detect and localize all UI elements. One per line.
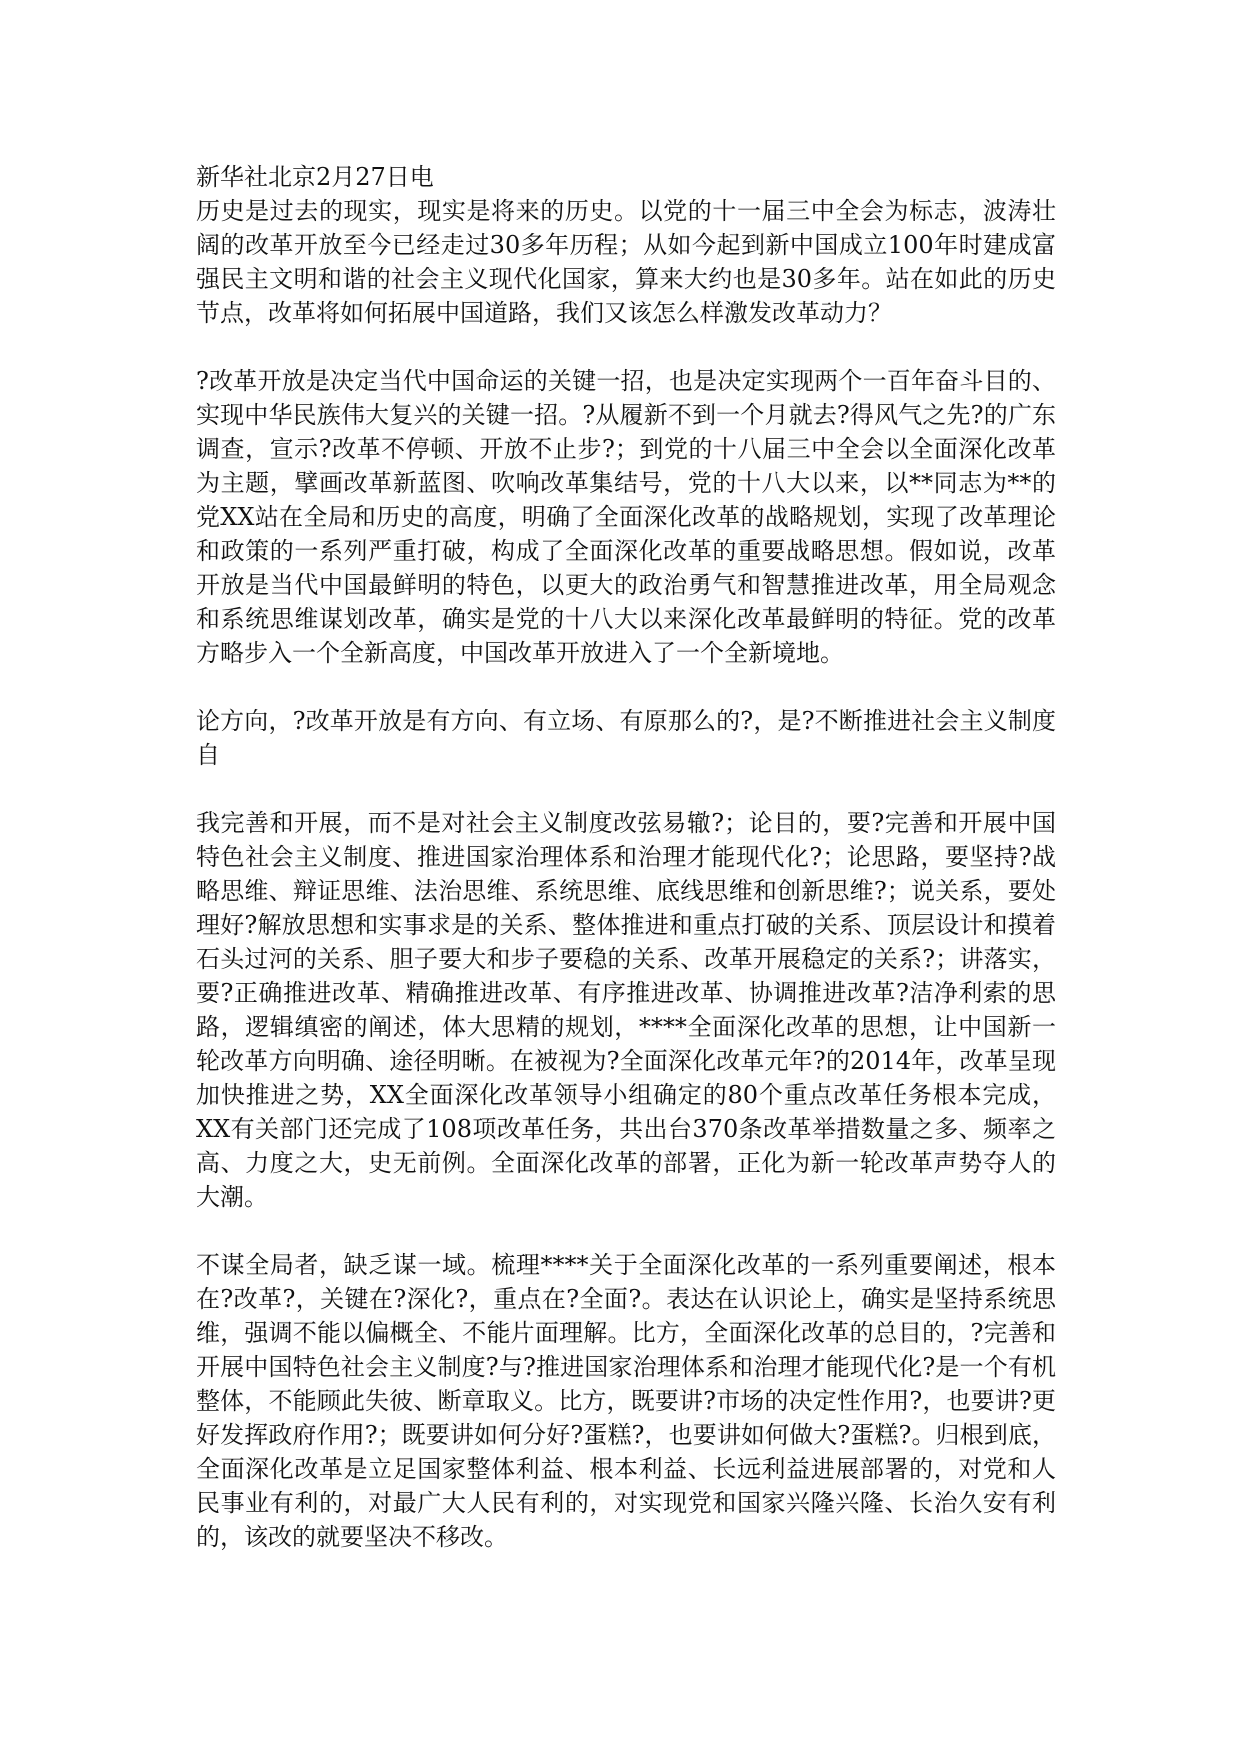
dateline: 新华社北京2月27日电 bbox=[196, 163, 434, 191]
paragraph-direction: 论方向，?改革开放是有方向、有立场、有原那么的?，是?不断推进社会主义制度自 bbox=[196, 707, 1056, 769]
paragraph-history: 历史是过去的现实，现实是将来的历史。以党的十一届三中全会为标志，波涛壮阔的改革开放至今已经走过30多年历程；从如今起到新中国成立100年时建成富强民主文明和谐的社会主义现代化国家，算来大约也是30多年。站在如此的历史节点，改革将如何拓展中国道路，我们又该怎么样激发改革动力？ bbox=[196, 197, 1056, 327]
paragraph-reform-key: ?改革开放是决定当代中国命运的关键一招，也是决定实现两个一百年奋斗目的、实现中华民族伟大复兴的关键一招。?从履新不到一个月就去?得风气之先?的广东调查，宣示?改革不停顿、开放不止步?；到党的十八届三中全会以全面深化改革为主题，擘画改革新蓝图、吹响改革集结号，党的十八大以来，以**同志为**的党XX站在全局和历史的高度，明确了全面深化改革的战略规划，实现了改革理论和政策的一系列严重打破，构成了全面深化改革的重要战略思想。假如说，改革开放是当代中国最鲜明的特色，以更大的政治勇气和智慧推进改革，用全局观念和系统思维谋划改革，确实是党的十八大以来深化改革最鲜明的特征。党的改革方略步入一个全新高度，中国改革开放进入了一个全新境地。 bbox=[196, 367, 1056, 667]
document-page bbox=[196, 160, 1056, 1588]
paragraph-self-improvement: 我完善和开展，而不是对社会主义制度改弦易辙?；论目的，要?完善和开展中国特色社会主义制度、推进国家治理体系和治理才能现代化?；论思路，要坚持?战略思维、辩证思维、法治思维、系统思维、底线思维和创新思维?；说关系，要处理好?解放思想和实事求是的关系、整体推进和重点打破的关系、顶层设计和摸着石头过河的关系、胆子要大和步子要稳的关系、改革开展稳定的关系?；讲落实，要?正确推进改革、精确推进改革、有序推进改革、协调推进改革?洁净利索的思路，逻辑缜密的阐述，体大思精的规划，****全面深化改革的思想，让中国新一轮改革方向明确、途径明晰。在被视为?全面深化改革元年?的2014年，改革呈现加快推进之势，XX全面深化改革领导小组确定的80个重点改革任务根本完成，XX有关部门还完成了108项改革任务，共出台370条改革举措数量之多、频率之高、力度之大，史无前例。全面深化改革的部署，正化为新一轮改革声势夺人的大潮。 bbox=[196, 809, 1056, 1211]
paragraph-overall-view: 不谋全局者，缺乏谋一域。梳理****关于全面深化改革的一系列重要阐述，根本在?改革?，关键在?深化?，重点在?全面?。表达在认识论上，确实是坚持系统思维，强调不能以偏概全、不能片面理解。比方，全面深化改革的总目的，?完善和开展中国特色社会主义制度?与?推进国家治理体系和治理才能现代化?是一个有机整体，不能顾此失彼、断章取义。比方，既要讲?市场的决定性作用?，也要讲?更好发挥政府作用?；既要讲如何分好?蛋糕?，也要讲如何做大?蛋糕?。归根到底，全面深化改革是立足国家整体利益、根本利益、长远利益进展部署的，对党和人民事业有利的，对最广大人民有利的，对实现党和国家兴隆兴隆、长治久安有利的，该改的就要坚决不移改。 bbox=[196, 1251, 1056, 1551]
